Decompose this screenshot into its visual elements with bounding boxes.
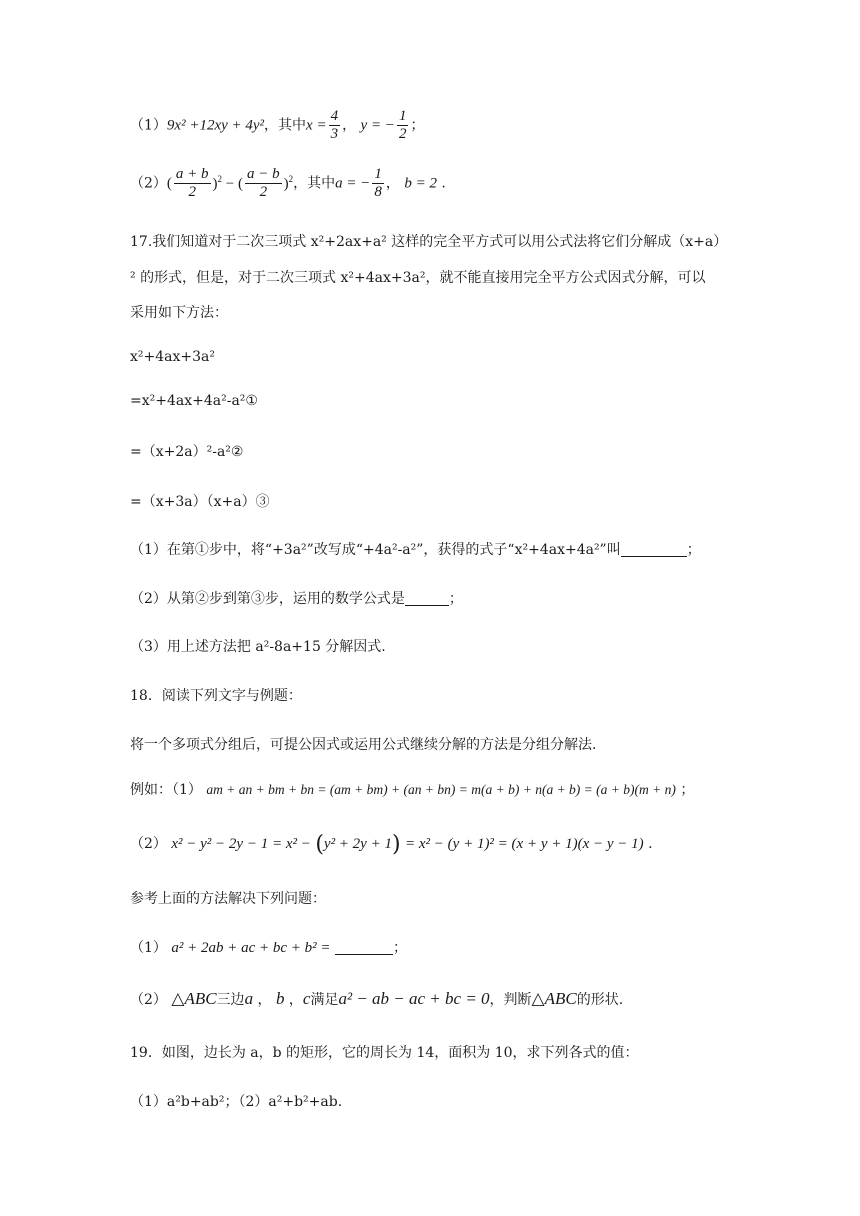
q17-sub1: （1）在第①步中，将“+3a²”改写成“+4a²-a²”，获得的式子“x²+4ax+4a²”叫 ； [130,542,701,558]
q17-line3: 采用如下方法： [130,305,228,321]
q17-step0: x²+4ax+3a² [130,349,215,365]
q17-sub1-answer-blank[interactable] [621,542,687,557]
q18-part2: （2） △ABC三边a ， b ，c满足a² − ab − ac + bc = 0，判断△ABC的形状. [130,989,624,1008]
q17-step2: =（x+2a）²-a²② [130,444,244,460]
q16-part2-label: （2） [130,175,167,192]
q16-a-fraction: $\frac{1}{8}$ [374,166,382,200]
q17-line1: 17.我们知道对于二次三项式 x²+2ax+a² 这样的完全平方式可以用公式法将它们分解成（x+a） [130,234,728,250]
q18-intro: 将一个多项式分组后，可提公因式或运用公式继续分解的方法是分组分解法. [130,737,597,753]
q16-frac-sum: $\frac{a + b}{2}$ [175,166,209,200]
q18-part1-answer-blank[interactable] [335,940,393,955]
q16-part1: （1）9x² +12xy + 4y²，其中x = $\frac{4}{3}$ ， y = − $\frac{1}{2}$ ； [130,108,425,142]
q16-x-fraction: $\frac{4}{3}$ [330,108,339,142]
q16-y-fraction: $\frac{1}{2}$ [398,108,407,142]
q17-line2: ² 的形式，但是，对于二次三项式 x²+4ax+3a²，就不能直接用完全平方公式因式分解，可以 [130,270,706,286]
q18-reference: 参考上面的方法解决下列问题： [130,891,326,907]
q17-sub3: （3）用上述方法把 a²-8a+15 分解因式. [130,639,386,655]
q19-line2: （1）a²b+ab²；（2）a²+b²+ab. [130,1094,343,1110]
q16-part2: （2）( $\frac{a + b}{2}$ )$^2$ − ( $\frac{a - b}{2}$ )$^2$，其中a = − $\frac{1}{8}$ ， b = 2 . [130,166,446,200]
q19-line1: 19．如图，边长为 a，b 的矩形，它的周长为 14，面积为 10，求下列各式的值： [130,1045,639,1061]
q16-frac-diff: $\frac{a - b}{2}$ [247,166,280,200]
q18-example1: 例如：（1） am + an + bm + bn = (am + bm) + (an + bn) = m(a + b) + n(a + b) = (a + b)(m + n) ； [130,782,695,798]
q18-example2: （2） x² − y² − 2y − 1 = x² − (y² + 2y + 1) = x² − (y + 1)² = (x + y + 1)(x − y − 1) . [130,832,653,857]
q17-sub2-answer-blank[interactable] [405,591,449,606]
q17-step3: =（x+3a）（x+a）③ [130,494,270,510]
q17-sub2: （2）从第②步到第③步，运用的数学公式是 ； [130,591,463,607]
q18-title: 18．阅读下列文字与例题： [130,688,302,704]
q18-part1: （1） a² + 2ab + ac + bc + b² = ； [130,940,407,956]
q16-part1-label: （1） [130,117,167,134]
q16-part1-expr: 9x² +12xy + 4y² [166,117,265,134]
q17-step1: =x²+4ax+4a²-a²① [130,393,258,409]
